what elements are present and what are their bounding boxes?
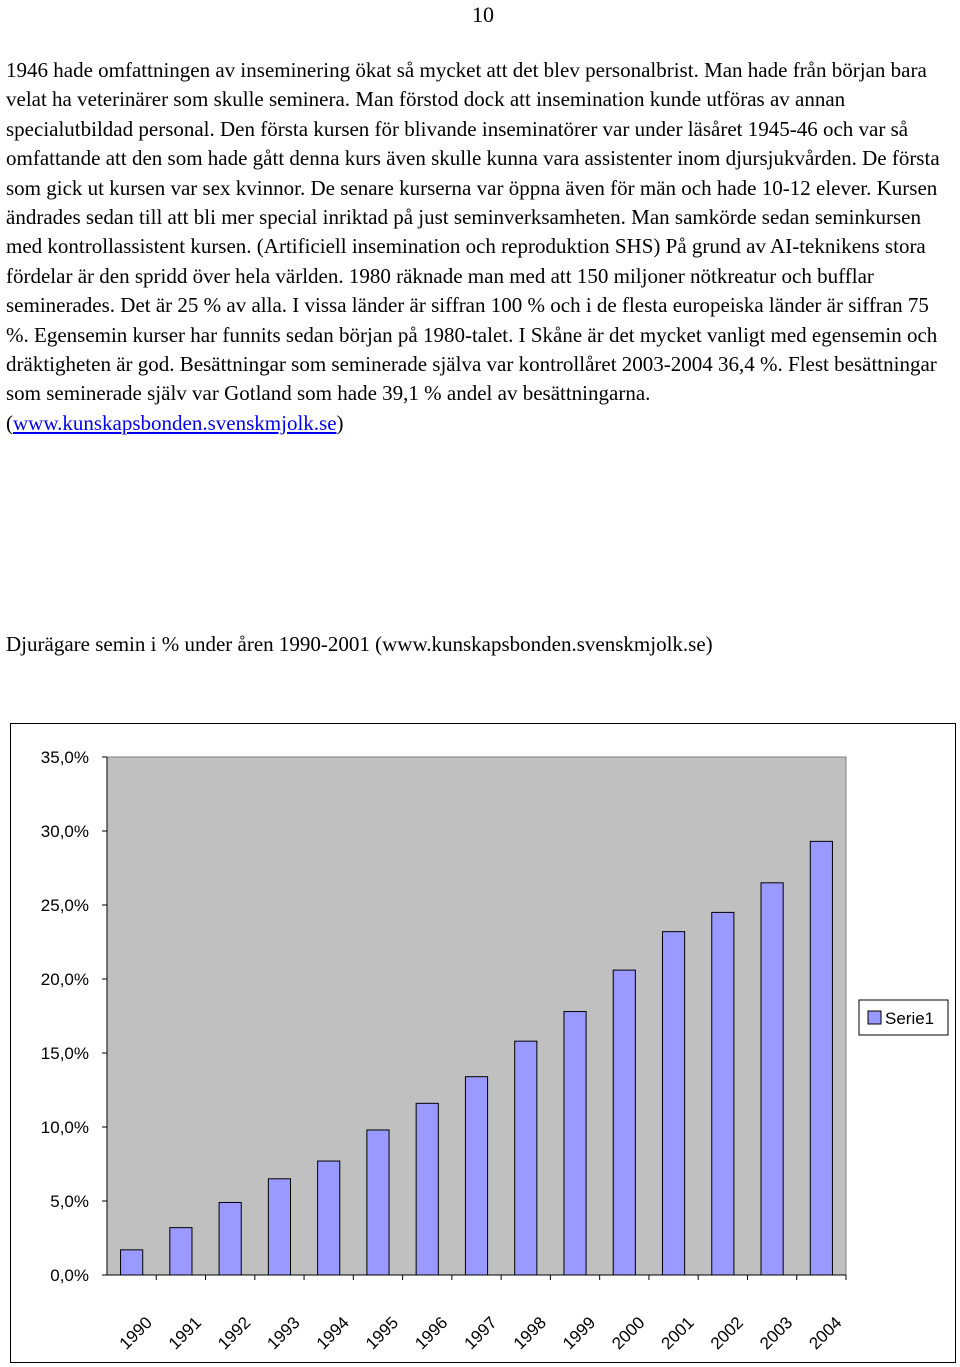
y-tick-label: 30,0% (40, 822, 89, 841)
body-paragraph (6, 56, 956, 438)
page-number: 10 (472, 2, 494, 27)
paragraph-text-end: ) (336, 410, 344, 435)
x-tick-label: 2002 (706, 1313, 748, 1354)
y-tick-label: 5,0% (50, 1192, 89, 1211)
x-tick-label: 2000 (608, 1313, 649, 1354)
x-tick-label: 1993 (263, 1313, 304, 1354)
paragraph-text: 1946 hade omfattningen av inseminering ökat så mycket att det blev personalbrist. Man hade från början bara velat ha veterinärer som skulle seminera. Man förstod dock att insemination kunde utföras av annan specialutbildad personal. Den första kursen för blivande inseminatörer var under läsåret 1945-46 och var så omfattande att den som hade gått denna kurs även skulle kunna vara assistenter inom djursjukvården. De första som gick ut kursen var sex kvinnor. De senare kurserna var öppna även för män och hade 10-12 elever. Kursen ändrades sedan till att bli mer special inriktad på just seminverksamheten. Man samkörde sedan seminkursen med kontrollassistent kursen. (Artificiell insemination och reproduktion SHS) På grund av AI-teknikens stora fördelar är den spridd över hela världen. 1980 räknade man med att 150 miljoner nötkreatur och bufflar seminerades. Det är 25 % av alla. I vissa länder är siffran 100 % och i de flesta europeiska länder är siffran 75 %. Egensemin kurser har funnits sedan början på 1980-talet. I Skåne är det mycket vanligt med egensemin och dräktigheten är god. Besättningar som seminerade själva var kontrollåret 2003-2004 36,4 %. Flest besättningar som seminerade själv var Gotland som hade 39,1 % andel av besättningarna. ( (6, 58, 940, 435)
bar-chart (11, 724, 955, 1362)
y-tick-label: 10,0% (40, 1118, 89, 1137)
bar (515, 1041, 537, 1275)
x-tick-label: 1991 (164, 1313, 206, 1354)
x-tick-label: 2004 (805, 1313, 846, 1354)
bar (662, 932, 684, 1275)
bar (121, 1250, 143, 1275)
y-tick-label: 35,0% (40, 748, 89, 767)
legend-swatch (868, 1011, 881, 1024)
bar (219, 1202, 241, 1275)
x-tick-label: 2003 (756, 1313, 797, 1354)
bar (268, 1179, 290, 1275)
x-tick-label: 1992 (214, 1313, 255, 1354)
bar (564, 1012, 586, 1275)
y-tick-label: 20,0% (40, 970, 89, 989)
y-tick-label: 15,0% (40, 1044, 89, 1063)
x-tick-label: 2001 (657, 1313, 698, 1354)
y-tick-label: 25,0% (40, 896, 89, 915)
chart-caption: Djurägare semin i % under åren 1990-2001 (www.kunskapsbonden.svenskmjolk.se) (6, 632, 713, 656)
chart-frame (10, 723, 956, 1363)
x-tick-label: 1999 (559, 1313, 600, 1354)
x-tick-label: 1994 (312, 1313, 353, 1354)
y-tick-label: 0,0% (50, 1266, 89, 1285)
x-tick-label: 1996 (411, 1313, 452, 1354)
bar (367, 1130, 389, 1275)
bar (761, 883, 783, 1275)
source-link[interactable]: www.kunskapsbonden.svenskmjolk.se (13, 410, 337, 435)
bar (465, 1077, 487, 1275)
bar (416, 1103, 438, 1275)
x-tick-label: 1995 (361, 1313, 403, 1354)
bar (613, 970, 635, 1275)
bar (810, 841, 832, 1275)
bar (318, 1161, 340, 1275)
x-tick-label: 1997 (460, 1313, 501, 1354)
bar (712, 912, 734, 1275)
x-tick-label: 1998 (509, 1313, 550, 1354)
legend-label: Serie1 (885, 1009, 935, 1028)
x-tick-label: 1990 (115, 1313, 156, 1354)
bar (170, 1228, 192, 1275)
